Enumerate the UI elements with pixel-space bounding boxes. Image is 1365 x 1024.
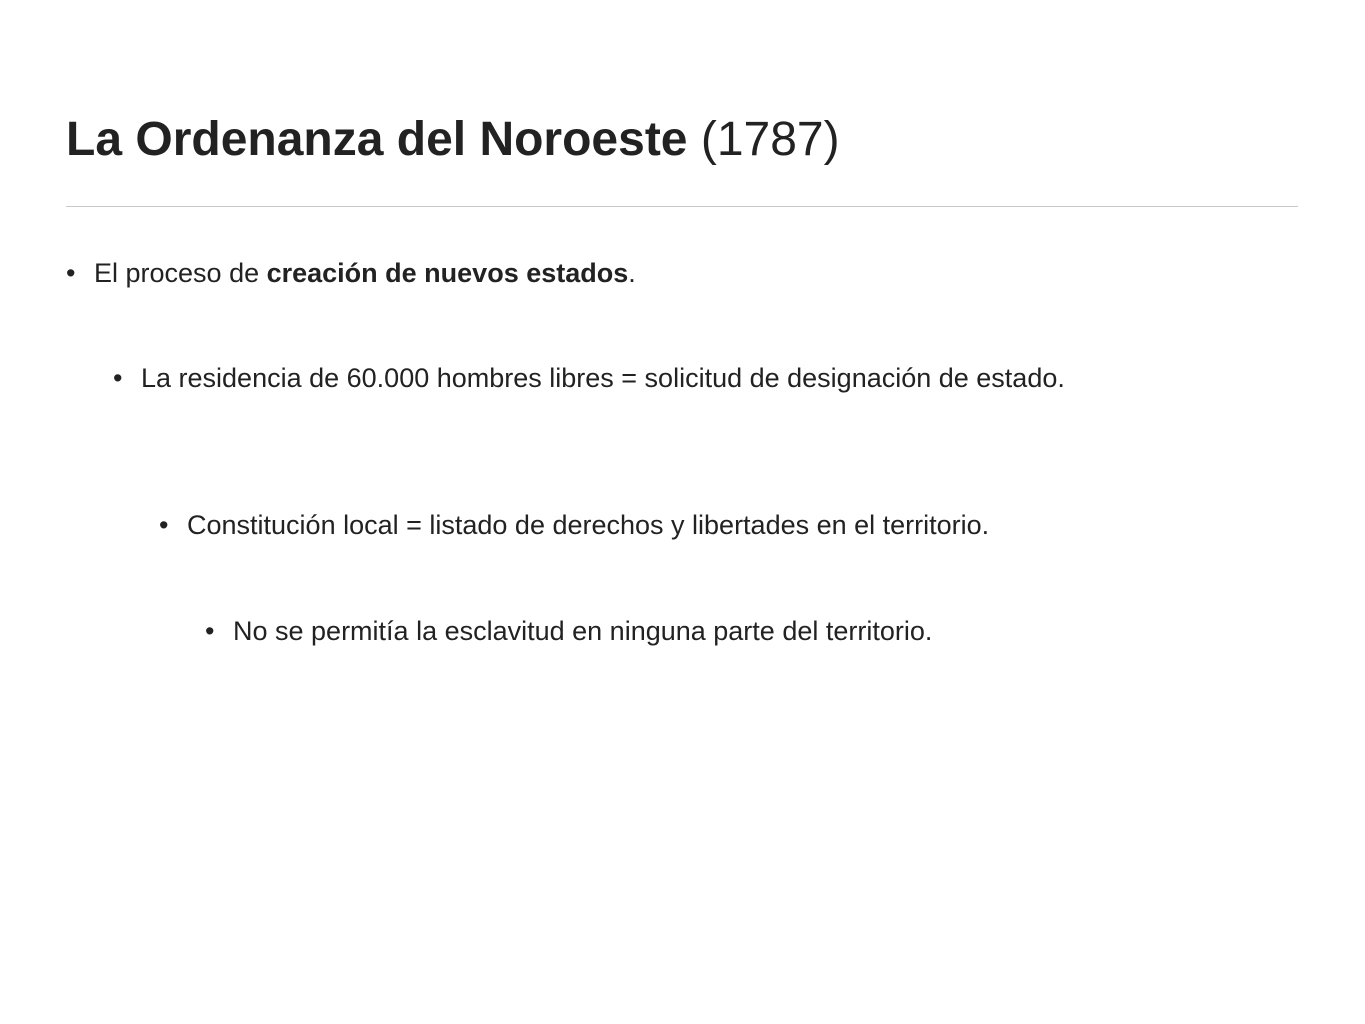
bullet-item-level-2 bbox=[113, 360, 1301, 397]
bullet-dot-icon: • bbox=[66, 258, 76, 288]
bullet-item-level-1 bbox=[66, 255, 1298, 292]
bullet-dot-icon: • bbox=[159, 510, 169, 540]
slide-title bbox=[66, 110, 840, 170]
bullet-text: La residencia de 60.000 hombres libres = solicitud de designación de estado. bbox=[141, 363, 1065, 393]
bullet-dot-icon: • bbox=[113, 363, 123, 393]
title-year: (1787) bbox=[700, 113, 840, 166]
bullet-text-pre: El proceso de bbox=[94, 258, 267, 288]
bullet-text-post: . bbox=[628, 258, 636, 288]
bullet-text-bold: creación de nuevos estados bbox=[266, 258, 629, 288]
bullet-item-level-3 bbox=[159, 507, 1301, 544]
bullet-item-level-4 bbox=[205, 613, 1301, 650]
title-divider bbox=[66, 206, 1298, 207]
bullet-dot-icon: • bbox=[205, 616, 215, 646]
bullet-text: No se permitía la esclavitud en ninguna parte del territorio. bbox=[233, 616, 933, 646]
title-main: La Ordenanza del Noroeste bbox=[66, 113, 688, 166]
bullet-text: Constitución local = listado de derechos y libertades en el territorio. bbox=[187, 510, 990, 540]
